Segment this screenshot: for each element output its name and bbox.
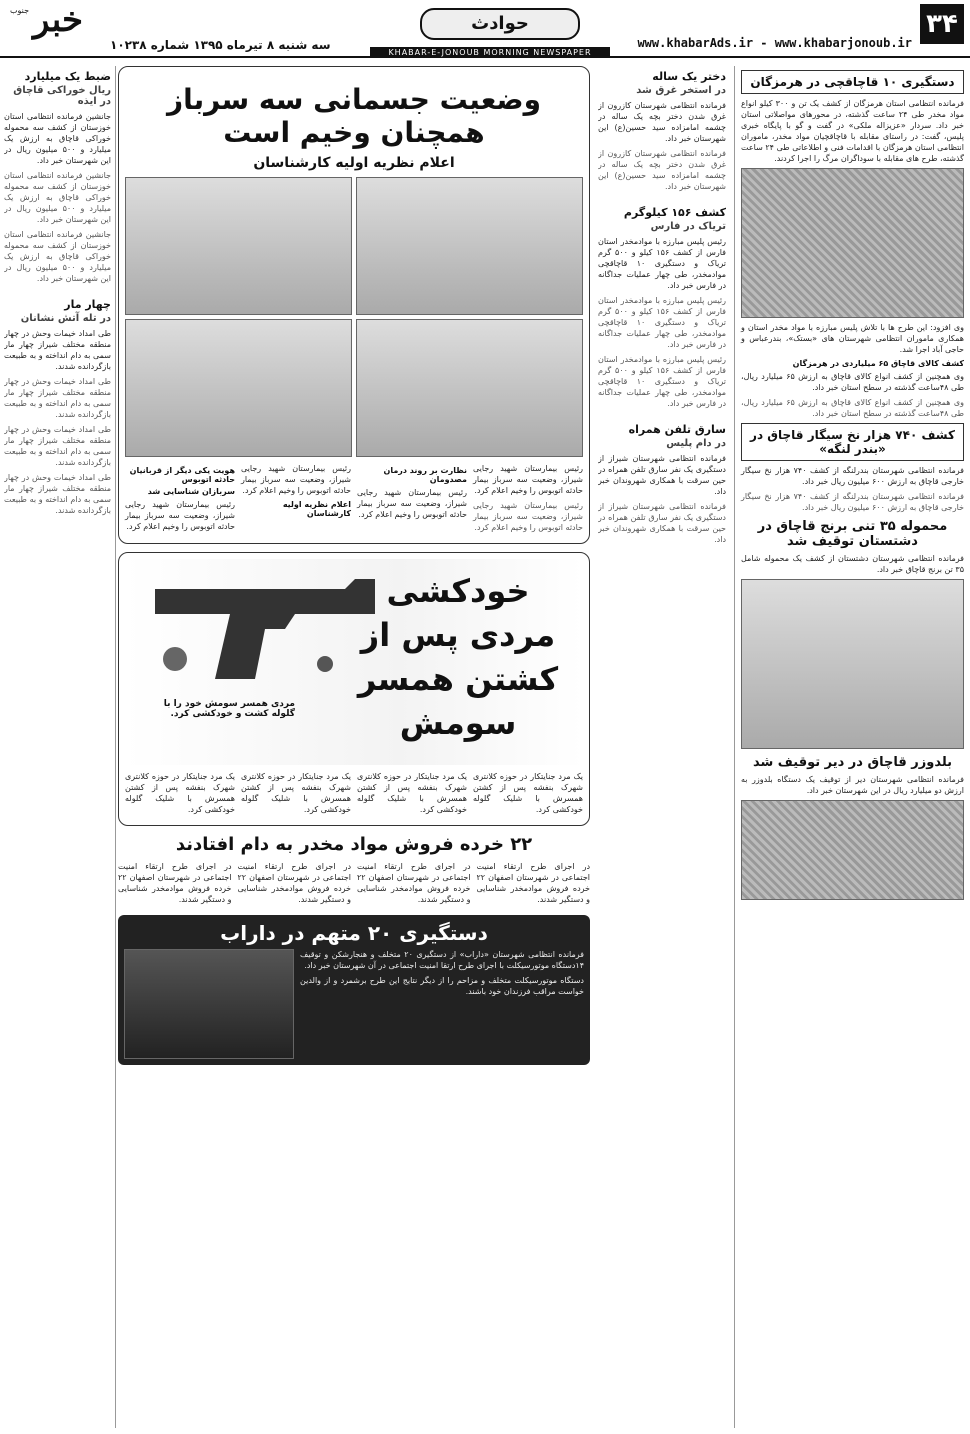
drugs-body-4: در اجرای طرح ارتقاء امنیت اجتماعی در شهرستان اصفهان ۲۲ خرده فروش موادمخدر شناسایی و دستگیر شدند. [118, 862, 232, 904]
drugs-body-1: در اجرای طرح ارتقاء امنیت اجتماعی در شهرستان اصفهان ۲۲ خرده فروش موادمخدر شناسایی و دستگیر شدند. [476, 862, 590, 904]
body-hormozgan-3: وی همچنین از کشف انواع کالای قاچاق به ارزش ۶۵ میلیارد ریال، طی ۴۸ساعت گذشته در سطح استان خبر داد. [741, 372, 964, 392]
murder-body-2: یک مرد جنایتکار در حوزه کلانتری شهرک بنفشه پس از کشتن همسرش با شلیک گلوله خودکشی کرد. [357, 772, 467, 814]
murder-suicide-story [118, 552, 590, 826]
headline-snakes: چهار مار [64, 298, 111, 311]
lead-body-1: رئیس بیمارستان شهید رجایی شیراز، وضعیت سه سرباز بیمار حادثه اتوبوس را وخیم اعلام کرد. [473, 464, 583, 495]
page-number: ۳۴ [920, 4, 964, 44]
headline-bulldozer: بلدوزر قاچاق در دیر توقیف شد [752, 755, 953, 770]
headline-smuggled-food: ضبط یک میلیارد [24, 70, 111, 83]
headline-cigarettes: کشف ۷۴۰ هزار نخ سیگار قاچاق در «بندر لنگه» [741, 423, 964, 461]
section-title: حوادث [420, 8, 580, 40]
body-hormozgan-2: وی افزود: این طرح ها با تلاش پلیس مبارزه با مواد مخدر استان و همکاری ماموران انتظامی شهرستان های «بستک»، بندرعباس و حاجی آباد اجرا شد. [741, 323, 964, 354]
body-snakes-3: طی امداد خیمات وحش در چهار منطقه مختلف شیراز چهار مار سمی به دام انداخته و به طبیعت بازگردانده شدند. [4, 425, 111, 467]
body-snakes: طی امداد خیمات وحش در چهار منطقه مختلف شیراز چهار مار سمی به دام انداخته و به طبیعت بازگردانده شدند. [4, 329, 111, 371]
subhead-snakes: در تله آتش نشانان [20, 313, 111, 324]
body-smuggled-food: جانشین فرمانده انتظامی استان خوزستان از کشف سه محموله خوراکی قاچاق به ارزش یک میلیارد و ۵۰۰ میلیون ریال در این شهرستان خبر داد. [4, 112, 112, 165]
lead-subhead-4: اعلام نظریه اولیه کارشناسان [282, 500, 351, 518]
drugs-body-2: در اجرای طرح ارتقاء امنیت اجتماعی در شهرستان اصفهان ۲۲ خرده فروش موادمخدر شناسایی و دستگیر شدند. [357, 862, 471, 904]
subhead-smuggled-food: ریال خوراکی قاچاق در ایذه [13, 85, 111, 107]
photo-darab-suspects [124, 949, 294, 1059]
photo-bulldozer [741, 800, 964, 900]
body-phone-thief-2: فرمانده انتظامی شهرستان شیراز از دستگیری یک نفر سارق تلفن همراه در حین سرقت با همکاری شهروندان خبر داد. [598, 502, 726, 544]
murder-body-3: یک مرد جنایتکار در حوزه کلانتری شهرک بنفشه پس از کشتن همسرش با شلیک گلوله خودکشی کرد. [241, 772, 351, 814]
lead-body-1b: رئیس بیمارستان شهید رجایی شیراز، وضعیت سه سرباز بیمار حادثه اتوبوس را وخیم اعلام کرد. [473, 501, 583, 532]
murder-body-4: یک مرد جنایتکار در حوزه کلانتری شهرک بنفشه پس از کشتن همسرش با شلیک گلوله خودکشی کرد. [125, 772, 235, 814]
lead-body-2: رئیس بیمارستان شهید رجایی شیراز، وضعیت سه سرباز بیمار حادثه اتوبوس را وخیم اعلام کرد. [357, 488, 467, 519]
left-column [4, 66, 116, 1428]
photo-hospital-3 [356, 319, 583, 457]
murder-headline [343, 569, 573, 745]
headline-opium: کشف ۱۵۶ کیلوگرم [623, 206, 726, 219]
lead-text-columns [125, 463, 583, 537]
second-column [598, 66, 726, 1428]
body-smuggled-food-2: جانشین فرمانده انتظامی استان خوزستان از کشف سه محموله خوراکی قاچاق به ارزش یک میلیارد و ۵۰۰ میلیون ریال در این شهرستان خبر داد. [4, 171, 112, 224]
drugs-body-3: در اجرای طرح ارتقاء امنیت اجتماعی در شهرستان اصفهان ۲۲ خرده فروش موادمخدر شناسایی و دستگیر شدند. [237, 862, 351, 904]
issue-info: سه شنبه ۸ تیرماه ۱۳۹۵ شماره ۱۰۲۳۸ [110, 38, 331, 52]
lead-subhead-1: هویت یکی دیگر از قربانیان حادثه اتوبوس [129, 466, 235, 484]
subhead-smuggled-goods: کشف کالای قاچاق ۶۵ میلیاردی در هرمزگان [792, 359, 964, 368]
body-smuggled-food-3: جانشین فرمانده انتظامی استان خوزستان از کشف سه محموله خوراکی قاچاق به ارزش یک میلیارد و ۵۰۰ میلیون ریال در این شهرستان خبر داد. [4, 230, 112, 283]
body-opium-3: رئیس پلیس مبارزه با موادمخدر استان فارس از کشف ۱۵۶ کیلو و ۵۰۰ گرم تریاک و دستگیری ۱۰ قاچاقچی موادمخدر، طی چهار عملیات جداگانه در فارس خبر داد. [598, 355, 726, 408]
main-column [118, 66, 590, 1428]
body-bulldozer: فرمانده انتظامی شهرستان دیر از توقیف یک دستگاه بلدوزر به ارزش دو میلیارد ریال در این شهرستان خبر داد. [741, 775, 964, 795]
body-hormozgan-3b: وی همچنین از کشف انواع کالای قاچاق به ارزش ۶۵ میلیارد ریال، طی ۴۸ساعت گذشته در سطح استان خبر داد. [741, 398, 964, 418]
hospital-photos [125, 177, 583, 457]
lead-body-4: رئیس بیمارستان شهید رجایی شیراز، وضعیت سه سرباز بیمار حادثه اتوبوس را وخیم اعلام کرد. [125, 500, 235, 531]
body-drowning: فرمانده انتظامی شهرستان کازرون از غرق شدن دختر بچه یک ساله در چشمه امامزاده سید حسین(ع) این شهرستان خبر داد. [598, 101, 726, 143]
masthead [0, 0, 970, 58]
body-opium: رئیس پلیس مبارزه با موادمخدر استان فارس از کشف ۱۵۶ کیلو و ۵۰۰ گرم تریاک و دستگیری ۱۰ قاچاقچی موادمخدر، طی چهار عملیات جداگانه در فارس خبر داد. [598, 237, 726, 290]
gun-graphic-area [125, 559, 583, 765]
body-snakes-4: طی امداد خیمات وحش در چهار منطقه مختلف شیراز چهار مار سمی به دام انداخته و به طبیعت بازگردانده شدند. [4, 473, 111, 515]
murder-headline-1: خودکشی مردی پس از [360, 572, 556, 654]
lead-headline: وضعیت جسمانی سه سرباز همچنان وخیم است [167, 83, 541, 149]
headline-phone-thief: سارق تلفن همراه [628, 423, 726, 436]
lead-subhead: اعلام نظریه اولیه کارشناسان [253, 155, 455, 171]
subhead-drowning: در استخر غرق شد [636, 85, 726, 96]
newspaper-logo [8, 2, 108, 38]
darab-body-2: دستگاه موتورسیکلت متخلف و مزاحم را از دیگر نتایج این طرح برشمرد و از والدین خواست مراقب فرزندان خود باشند. [300, 976, 584, 996]
body-phone-thief: فرمانده انتظامی شهرستان شیراز از دستگیری یک نفر سارق تلفن همراه در حین سرقت با همکاری شهروندان خبر داد. [598, 454, 726, 496]
murder-headline-2: کشتن همسر سومش [357, 660, 559, 742]
body-rice: فرمانده انتظامی شهرستان دشتستان از کشف یک محموله شامل ۳۵ تن برنج قاچاق خبر داد. [741, 554, 964, 574]
headline-hormozgan: دستگیری ۱۰ قاچاقچی در هرمزگان [741, 70, 964, 94]
site-urls[interactable]: www.khabarAds.ir - www.khabarjonoub.ir [637, 36, 912, 50]
darab-story [118, 915, 590, 1065]
body-hormozgan: فرمانده انتظامی استان هرمزگان از کشف یک تن و ۳۰۰ کیلو انواع مواد مخدر طی ۲۴ ساعت گذشته، در محورهای مواصلاتی استان خبر داد. سردار «عزیزاله ملکی» در گفت و گو با پایگاه خبری پلیس، گفت: در راستای مقابله با قاچاقچیان مواد مخدر، ماموران انتظامی استان هرمزگان با اقدامات فنی و اطلاعاتی طی ۲۴ ساعت گذشته، طرح های مقابله با سوداگران مرگ را اجرا کردند. [741, 99, 964, 163]
photo-rice-bags [741, 579, 964, 749]
right-column [734, 66, 964, 1428]
photo-hospital-2 [125, 177, 352, 315]
photo-hospital-4 [125, 319, 352, 457]
murder-body-1: یک مرد جنایتکار در حوزه کلانتری شهرک بنفشه پس از کشتن همسرش با شلیک گلوله خودکشی کرد. [473, 772, 583, 814]
photo-hospital-1 [356, 177, 583, 315]
gun-caption: مردی همسر سومش خود را با گلوله کشت و خودکشی کرد. [163, 699, 295, 719]
subhead-opium: تریاک در فارس [650, 221, 726, 232]
drugs-text-columns [118, 861, 590, 909]
subhead-phone-thief: در دام پلیس [666, 438, 726, 449]
lead-body-3: رئیس بیمارستان شهید رجایی شیراز، وضعیت سه سرباز بیمار حادثه اتوبوس را وخیم اعلام کرد. [241, 464, 351, 495]
body-snakes-2: طی امداد خیمات وحش در چهار منطقه مختلف شیراز چهار مار سمی به دام انداخته و به طبیعت بازگردانده شدند. [4, 377, 111, 419]
body-opium-2: رئیس پلیس مبارزه با موادمخدر استان فارس از کشف ۱۵۶ کیلو و ۵۰۰ گرم تریاک و دستگیری ۱۰ قاچاقچی موادمخدر، طی چهار عملیات جداگانه در فارس خبر داد. [598, 296, 726, 349]
darab-headline: دستگیری ۲۰ متهم در داراب [220, 921, 488, 945]
lead-subhead-2: سربازان شناسایی شد [147, 487, 235, 496]
body-drowning-2: فرمانده انتظامی شهرستان کازرون از غرق شدن دختر بچه یک ساله در چشمه امامزاده سید حسین(ع) این شهرستان خبر داد. [598, 149, 726, 191]
lead-story [118, 66, 590, 544]
photo-drug-seizure [741, 168, 964, 318]
murder-text-columns [125, 771, 583, 819]
headline-drowning: دختر یک ساله [652, 70, 726, 83]
lead-subhead-3: نظارت بر روند درمان مصدومان [383, 466, 467, 484]
logo-text: خبر [32, 0, 84, 40]
darab-body-1: فرمانده انتظامی شهرستان «داراب» از دستگیری ۲۰ متخلف و هنجارشکن و توقیف ۱۴دستگاه موتورسیکلت با اجرای طرح ارتقا امنیت اجتماعی در آن شهرستان خبر داد. [300, 950, 585, 970]
headline-rice: محموله ۳۵ تنی برنج قاچاق در دشتستان توقیف شد [757, 519, 948, 549]
logo-sub: جنوب [10, 6, 30, 15]
body-cigarettes: فرمانده انتظامی شهرستان بندرلنگه از کشف ۷۴۰ هزار نخ سیگار خارجی قاچاق به ارزش ۶۰۰ میلیون ریال خبر داد. [741, 466, 964, 486]
drugs-headline: ۲۲ خرده فروش مواد مخدر به دام افتادند [175, 834, 533, 855]
body-cigarettes-2: فرمانده انتظامی شهرستان بندرلنگه از کشف ۷۴۰ هزار نخ سیگار خارجی قاچاق به ارزش ۶۰۰ میلیون ریال خبر داد. [741, 492, 964, 512]
tagline: KHABAR-E-JONOUB MORNING NEWSPAPER [370, 47, 610, 58]
